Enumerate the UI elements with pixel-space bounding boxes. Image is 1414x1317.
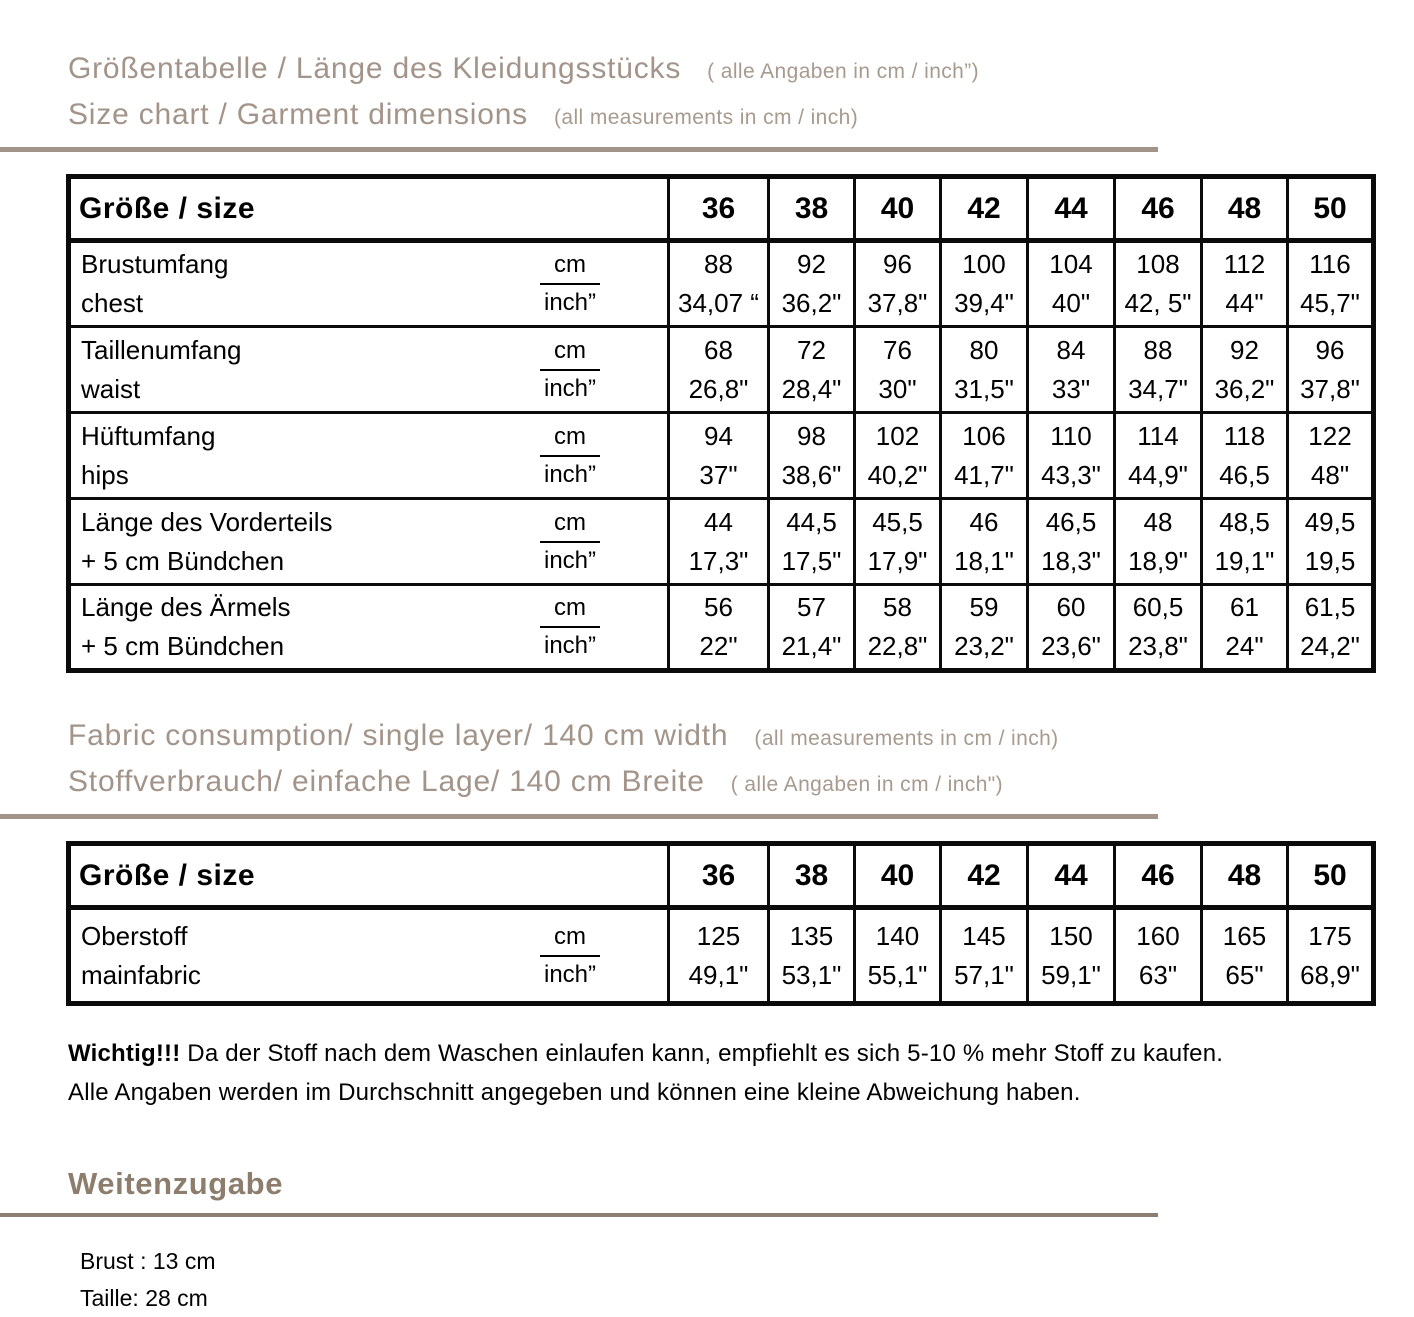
measurement-value-cell (1202, 499, 1288, 585)
measurement-value-cell (769, 241, 855, 327)
measurement-value-cell (1202, 908, 1288, 1004)
value-cm: 116 (1309, 249, 1351, 279)
value-cm: 92 (1230, 334, 1259, 365)
measurement-value-cell (769, 499, 855, 585)
measurement-label-en: chest (81, 288, 144, 318)
measurement-label-en: + 5 cm Bündchen (81, 631, 285, 661)
value-cm: 140 (875, 920, 920, 951)
measurement-value-cell (769, 908, 855, 1004)
measurement-value-cell (855, 585, 941, 671)
unit-inch-label: inch” (543, 460, 597, 488)
value-cm: 150 (1049, 920, 1093, 951)
value-cm: 165 (1222, 920, 1267, 951)
value-cm: 96 (1315, 334, 1345, 365)
measurement-label-en: + 5 cm Bündchen (81, 545, 285, 576)
value-inch: 22" (699, 631, 738, 661)
unit-fraction (511, 508, 629, 576)
size-column-header: 50 (1288, 177, 1374, 241)
unit-cm-label: cm (540, 422, 600, 457)
important-note-text: Da der Stoff nach dem Waschen einlaufen kann, empfiehlt es sich 5-10 % mehr Stoff zu kaufen. (180, 1040, 1224, 1067)
unit-cm-label: cm (540, 250, 600, 285)
size-table-header-label: Größe / size (69, 177, 669, 241)
measurement-value-cell (1288, 413, 1374, 499)
section2-title-en: Fabric consumption/ single layer/ 140 cm width (68, 719, 729, 752)
value-inch: 19,1" (1214, 545, 1275, 576)
value-inch: 40,2" (867, 459, 928, 490)
section1-title-en: Size chart / Garment dimensions (68, 98, 528, 131)
size-column-header: 44 (1028, 844, 1115, 908)
size-column-header: 48 (1202, 844, 1288, 908)
measurement-value-cell (1028, 908, 1115, 1004)
value-inch: 17,3" (688, 545, 749, 576)
measurement-value-cell (1202, 241, 1288, 327)
measurement-value-cell (1028, 413, 1115, 499)
value-cm: 46,5 (1045, 506, 1097, 537)
measurement-value-cell (1202, 585, 1288, 671)
size-column-header: 48 (1202, 177, 1288, 241)
unit-inch-label: inch” (543, 374, 597, 402)
measurement-label-cell (69, 327, 669, 413)
measurement-label-de: Taillenumfang (81, 334, 242, 365)
value-cm: 96 (883, 249, 912, 279)
unit-fraction (511, 422, 629, 490)
size-column-header: 36 (669, 844, 769, 908)
measurement-value-cell (941, 327, 1028, 413)
section1-note-de: ( alle Angaben in cm / inch”) (707, 60, 980, 83)
value-cm: 125 (696, 920, 741, 951)
measurement-value-cell (941, 241, 1028, 327)
value-inch: 21,4" (781, 631, 842, 661)
value-inch: 44" (1225, 288, 1264, 318)
measurement-value-cell (669, 241, 769, 327)
measurement-label-cell (69, 413, 669, 499)
measurement-row (69, 327, 1374, 413)
fabric-table-header-row (69, 844, 1374, 908)
size-column-header: 38 (769, 844, 855, 908)
measurement-value-cell (1288, 585, 1374, 671)
value-inch: 42, 5" (1124, 288, 1192, 318)
value-cm: 68 (704, 334, 733, 365)
value-inch: 37" (699, 459, 738, 490)
measurement-value-cell (1202, 413, 1288, 499)
fabric-consumption-table (66, 841, 1376, 1006)
value-inch: 24" (1225, 631, 1264, 661)
size-chart-table (66, 174, 1376, 673)
section1-divider (0, 147, 1158, 152)
measurement-label-en: hips (81, 459, 129, 490)
measurement-row (69, 908, 1374, 1004)
section2-note-de: ( alle Angaben in cm / inch") (730, 773, 1004, 796)
section1-note-en: (all measurements in cm / inch) (553, 106, 859, 129)
measurement-value-cell (855, 413, 941, 499)
size-column-header: 36 (669, 177, 769, 241)
value-inch: 44,9" (1128, 459, 1188, 490)
value-inch: 31,5" (954, 373, 1014, 404)
size-table-header-row (69, 177, 1374, 241)
measurement-value-cell (855, 241, 941, 327)
value-cm: 88 (1143, 334, 1173, 365)
unit-inch-label: inch” (543, 546, 597, 574)
value-cm: 48 (1143, 506, 1173, 537)
measurement-value-cell (769, 413, 855, 499)
value-cm: 60,5 (1132, 592, 1184, 622)
measurement-row (69, 241, 1374, 327)
value-cm: 98 (797, 420, 826, 451)
section2-note-en: (all measurements in cm / inch) (754, 727, 1059, 750)
measurement-label-cell (69, 241, 669, 327)
measurement-value-cell (769, 327, 855, 413)
value-inch: 53,1" (781, 959, 842, 990)
measurement-value-cell (1288, 908, 1374, 1004)
value-inch: 24,2" (1300, 631, 1360, 661)
value-inch: 41,7" (954, 459, 1014, 490)
value-cm: 104 (1049, 249, 1093, 279)
size-column-header: 50 (1288, 844, 1374, 908)
measurement-value-cell (669, 413, 769, 499)
measurement-label-de: Brustumfang (81, 249, 229, 279)
value-cm: 118 (1223, 420, 1266, 451)
section2-title-de: Stoffverbrauch/ einfache Lage/ 140 cm Breite (68, 765, 705, 798)
measurement-value-cell (669, 908, 769, 1004)
value-cm: 110 (1050, 420, 1092, 451)
measurement-label-cell (69, 585, 669, 671)
size-column-header: 42 (941, 844, 1028, 908)
measurement-value-cell (855, 499, 941, 585)
unit-fraction (511, 593, 629, 661)
value-cm: 58 (883, 592, 912, 622)
value-cm: 57 (797, 592, 826, 622)
value-inch: 45,7" (1300, 288, 1360, 318)
value-cm: 45,5 (872, 506, 923, 537)
measurement-row (69, 499, 1374, 585)
value-cm: 160 (1136, 920, 1180, 951)
measurement-value-cell (1115, 499, 1202, 585)
measurement-value-cell (1288, 499, 1374, 585)
unit-inch-label: inch” (543, 289, 597, 316)
unit-cm-label: cm (540, 593, 600, 628)
value-inch: 38,6" (781, 459, 842, 490)
measurement-value-cell (941, 585, 1028, 671)
value-cm: 92 (797, 249, 826, 279)
value-inch: 18,9" (1128, 545, 1188, 576)
value-inch: 17,9" (867, 545, 928, 576)
size-column-header: 40 (855, 844, 941, 908)
measurement-value-cell (1115, 908, 1202, 1004)
value-inch: 37,8" (867, 288, 928, 318)
value-cm: 112 (1223, 249, 1266, 279)
value-inch: 22,8" (867, 631, 928, 661)
measurement-value-cell (669, 585, 769, 671)
measurement-label-cell (69, 499, 669, 585)
value-cm: 88 (704, 249, 733, 279)
ease-divider (0, 1213, 1158, 1217)
value-cm: 100 (962, 249, 1006, 279)
unit-cm-label: cm (540, 336, 600, 371)
measurement-value-cell (1028, 499, 1115, 585)
measurement-value-cell (1202, 327, 1288, 413)
value-inch: 59,1" (1041, 959, 1101, 990)
size-column-header: 38 (769, 177, 855, 241)
value-cm: 94 (704, 420, 733, 451)
value-cm: 59 (969, 592, 999, 622)
value-inch: 17,5" (781, 545, 842, 576)
value-inch: 23,2" (954, 631, 1014, 661)
measurement-value-cell (1288, 241, 1374, 327)
measurement-value-cell (1028, 585, 1115, 671)
value-cm: 56 (704, 592, 733, 622)
value-cm: 145 (962, 920, 1006, 951)
measurement-label-de: Länge des Vorderteils (81, 506, 333, 537)
unit-fraction (511, 922, 629, 990)
unit-cm-label: cm (540, 922, 600, 957)
ease-title: Weitenzugabe (68, 1166, 284, 1201)
measurement-label-de: Länge des Ärmels (81, 592, 291, 622)
measurement-row (69, 585, 1374, 671)
measurement-value-cell (1028, 327, 1115, 413)
measurement-label-de: Hüftumfang (81, 420, 216, 451)
value-cm: 48,5 (1219, 506, 1270, 537)
value-inch: 19,5 (1304, 545, 1356, 576)
value-inch: 26,8" (688, 373, 749, 404)
measurement-value-cell (941, 413, 1028, 499)
value-inch: 49,1" (688, 959, 749, 990)
unit-fraction (511, 336, 629, 404)
value-inch: 39,4" (954, 288, 1014, 318)
value-cm: 80 (969, 334, 999, 365)
value-cm: 76 (883, 334, 912, 365)
value-cm: 175 (1308, 920, 1352, 951)
measurement-value-cell (1115, 241, 1202, 327)
value-cm: 44,5 (786, 506, 837, 537)
value-inch: 18,3" (1041, 545, 1101, 576)
measurement-value-cell (669, 499, 769, 585)
value-cm: 106 (962, 420, 1006, 451)
unit-inch-label: inch” (543, 960, 597, 988)
measurement-value-cell (941, 908, 1028, 1004)
value-cm: 44 (704, 506, 733, 537)
size-column-header: 46 (1115, 844, 1202, 908)
unit-inch-label: inch” (543, 632, 597, 659)
unit-fraction (511, 250, 629, 318)
size-column-header: 46 (1115, 177, 1202, 241)
value-cm: 61,5 (1304, 592, 1356, 622)
size-column-header: 40 (855, 177, 941, 241)
value-inch: 33" (1051, 373, 1091, 404)
value-cm: 84 (1056, 334, 1086, 365)
measurement-value-cell (1288, 327, 1374, 413)
value-inch: 46,5 (1219, 459, 1270, 490)
measurement-value-cell (769, 585, 855, 671)
measurement-row (69, 413, 1374, 499)
important-note-bold: Wichtig!!! (68, 1040, 181, 1067)
measurement-value-cell (855, 327, 941, 413)
measurement-value-cell (1115, 585, 1202, 671)
value-inch: 34,7" (1128, 373, 1188, 404)
value-cm: 122 (1308, 420, 1352, 451)
section2-divider (0, 814, 1158, 819)
measurement-value-cell (1028, 241, 1115, 327)
measurement-label-de: Oberstoff (81, 920, 188, 951)
measurement-value-cell (1115, 327, 1202, 413)
value-inch: 36,2" (1214, 373, 1275, 404)
measurement-label-en: waist (81, 373, 141, 404)
measurement-value-cell (855, 908, 941, 1004)
measurement-value-cell (669, 327, 769, 413)
value-inch: 68,9" (1300, 959, 1360, 990)
section1-header (0, 0, 1414, 138)
size-column-header: 42 (941, 177, 1028, 241)
value-inch: 23,8" (1128, 631, 1188, 661)
value-inch: 48" (1310, 459, 1350, 490)
ease-section (0, 1164, 1414, 1317)
measurement-label-cell (69, 908, 669, 1004)
important-note-line2: Alle Angaben werden im Durchschnitt angegeben und können eine kleine Abweichung haben. (68, 1079, 1081, 1106)
value-inch: 55,1" (867, 959, 928, 990)
value-cm: 46 (969, 506, 999, 537)
value-inch: 63" (1138, 959, 1178, 990)
value-cm: 60 (1056, 592, 1086, 622)
value-cm: 61 (1230, 592, 1259, 622)
value-cm: 108 (1136, 249, 1180, 279)
important-note (68, 1034, 1358, 1112)
measurement-value-cell (941, 499, 1028, 585)
value-inch: 43,3" (1041, 459, 1101, 490)
section2-header (0, 713, 1414, 805)
value-inch: 18,1" (954, 545, 1014, 576)
value-cm: 72 (797, 334, 826, 365)
size-column-header: 44 (1028, 177, 1115, 241)
value-inch: 28,4" (781, 373, 842, 404)
value-inch: 65" (1225, 959, 1264, 990)
value-cm: 114 (1137, 420, 1179, 451)
section1-title-de: Größentabelle / Länge des Kleidungsstücks (68, 52, 682, 85)
value-inch: 40" (1051, 288, 1091, 318)
value-cm: 135 (789, 920, 834, 951)
unit-cm-label: cm (540, 508, 600, 543)
ease-waist-line: Taille: 28 cm (80, 1285, 208, 1311)
value-inch: 37,8" (1300, 373, 1360, 404)
value-inch: 23,6" (1041, 631, 1101, 661)
ease-bust-line: Brust : 13 cm (80, 1248, 216, 1274)
value-inch: 30" (878, 373, 917, 404)
fabric-table-header-label: Größe / size (69, 844, 669, 908)
value-inch: 57,1" (954, 959, 1014, 990)
value-inch: 34,07 “ (678, 288, 759, 318)
measurement-label-en: mainfabric (81, 959, 201, 990)
value-cm: 102 (875, 420, 920, 451)
value-cm: 49,5 (1304, 506, 1356, 537)
value-inch: 36,2" (781, 288, 842, 318)
measurement-value-cell (1115, 413, 1202, 499)
